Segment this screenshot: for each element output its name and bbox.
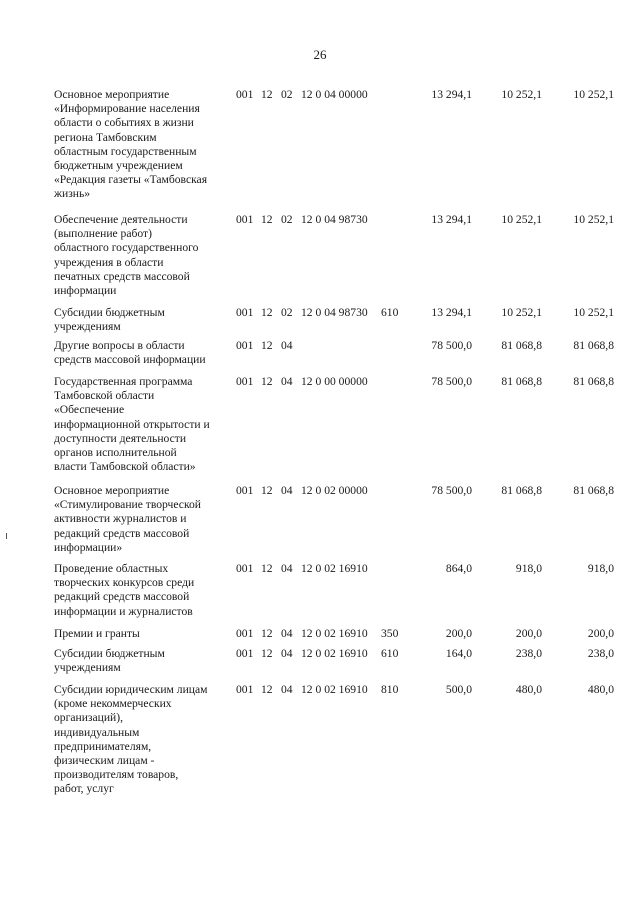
row-name-line: предпринимателям, — [54, 739, 152, 753]
row-name-line: бюджетным учреждением — [54, 159, 183, 173]
row-name-line: Тамбовской области — [54, 389, 155, 403]
amount-year-2: 238,0 — [515, 647, 542, 660]
row-name-line: региона Тамбовским — [54, 130, 157, 144]
section-code: 12 — [261, 339, 273, 352]
row-name — [54, 647, 236, 675]
amount-year-1: 78 500,0 — [431, 484, 472, 497]
amount-year-1: 500,0 — [445, 683, 472, 696]
expense-type-code: 350 — [381, 627, 399, 640]
row-name-line: власти Тамбовской области» — [54, 460, 196, 474]
section-code: 12 — [261, 88, 273, 101]
subsection-code: 04 — [281, 484, 293, 497]
row-name-line: (выполнение работ) — [54, 227, 152, 241]
row-name-line: (кроме некоммерческих — [54, 697, 172, 711]
section-code: 12 — [261, 627, 273, 640]
row-name-line: производителям товаров, — [54, 768, 179, 782]
page-number: 26 — [313, 47, 327, 62]
subsection-code: 04 — [281, 627, 293, 640]
row-name-line: учреждения в области — [54, 255, 164, 269]
row-name — [54, 375, 236, 474]
amount-year-1: 864,0 — [445, 562, 472, 575]
department-code: 001 — [236, 683, 254, 696]
row-name-line: редакций средств массовой — [54, 526, 190, 540]
row-name-line: «Редакция газеты «Тамбовская — [54, 173, 208, 187]
subsection-code: 02 — [281, 88, 293, 101]
department-code: 001 — [236, 88, 254, 101]
row-name-line: индивидуальным — [54, 725, 140, 739]
amount-year-2: 200,0 — [515, 627, 542, 640]
subsection-code: 04 — [281, 647, 293, 660]
department-code: 001 — [236, 213, 254, 226]
row-name — [54, 627, 236, 641]
row-name-line: доступности деятельности — [54, 431, 187, 445]
target-article-code: 12 0 04 00000 — [301, 88, 368, 101]
row-name — [54, 88, 236, 202]
subsection-code: 04 — [281, 683, 293, 696]
department-code: 001 — [236, 306, 254, 319]
expense-type-code: 610 — [381, 647, 399, 660]
amount-year-2: 81 068,8 — [501, 484, 542, 497]
department-code: 001 — [236, 339, 254, 352]
amount-year-1: 78 500,0 — [431, 375, 472, 388]
section-code: 12 — [261, 375, 273, 388]
section-code: 12 — [261, 647, 273, 660]
row-name-line: «Информирование населения — [54, 102, 200, 116]
row-name — [54, 339, 236, 367]
row-name — [54, 683, 236, 797]
row-name-line: Другие вопросы в области — [54, 339, 185, 352]
row-name-line: информации» — [54, 540, 123, 554]
amount-year-1: 13 294,1 — [431, 213, 472, 226]
row-name-line: печатных средств массовой — [54, 269, 190, 283]
department-code: 001 — [236, 375, 254, 388]
amount-year-1: 13 294,1 — [431, 306, 472, 319]
section-code: 12 — [261, 484, 273, 497]
amount-year-3: 10 252,1 — [573, 88, 614, 101]
row-name-line: Премии и гранты — [54, 627, 140, 640]
section-code: 12 — [261, 683, 273, 696]
amount-year-2: 10 252,1 — [501, 213, 542, 226]
row-name-line: Субсидии бюджетным — [54, 306, 165, 319]
row-name-line: Государственная программа — [54, 375, 193, 388]
row-name-line: Основное мероприятие — [54, 88, 170, 101]
expense-type-code: 610 — [381, 306, 399, 319]
target-article-code: 12 0 04 98730 — [301, 213, 368, 226]
section-code: 12 — [261, 306, 273, 319]
section-code: 12 — [261, 213, 273, 226]
row-name-line: области о событиях в жизни — [54, 116, 194, 130]
target-article-code: 12 0 02 16910 — [301, 683, 368, 696]
target-article-code: 12 0 00 00000 — [301, 375, 368, 388]
row-name-line: Обеспечение деятельности — [54, 213, 188, 226]
amount-year-3: 238,0 — [587, 647, 614, 660]
amount-year-1: 200,0 — [445, 627, 472, 640]
row-name — [54, 213, 236, 298]
target-article-code: 12 0 02 16910 — [301, 647, 368, 660]
row-name-line: редакций средств массовой — [54, 590, 190, 604]
target-article-code: 12 0 04 98730 — [301, 306, 368, 319]
section-code: 12 — [261, 562, 273, 575]
row-name-line: Субсидии юридическим лицам — [54, 683, 208, 696]
amount-year-3: 81 068,8 — [573, 375, 614, 388]
amount-year-3: 81 068,8 — [573, 339, 614, 352]
row-name-line: информационной открытости и — [54, 417, 210, 431]
row-name-line: творческих конкурсов среди — [54, 576, 195, 590]
amount-year-3: 81 068,8 — [573, 484, 614, 497]
row-name-line: работ, услуг — [54, 782, 114, 796]
row-name-line: средств массовой информации — [54, 353, 206, 367]
amount-year-3: 480,0 — [587, 683, 614, 696]
amount-year-3: 10 252,1 — [573, 213, 614, 226]
row-name-line: физическим лицам - — [54, 754, 155, 768]
amount-year-2: 10 252,1 — [501, 306, 542, 319]
amount-year-3: 918,0 — [587, 562, 614, 575]
target-article-code: 12 0 02 16910 — [301, 562, 368, 575]
subsection-code: 04 — [281, 562, 293, 575]
amount-year-2: 480,0 — [515, 683, 542, 696]
row-name-line: областным государственным — [54, 144, 197, 158]
row-name-line: органов исполнительной — [54, 446, 177, 460]
amount-year-1: 164,0 — [445, 647, 472, 660]
department-code: 001 — [236, 562, 254, 575]
row-name-line: Основное мероприятие — [54, 484, 170, 497]
department-code: 001 — [236, 647, 254, 660]
row-name-line: жизнь» — [54, 187, 91, 201]
amount-year-3: 200,0 — [587, 627, 614, 640]
subsection-code: 04 — [281, 375, 293, 388]
expense-type-code: 810 — [381, 683, 399, 696]
row-name-line: «Обеспечение — [54, 403, 125, 417]
amount-year-3: 10 252,1 — [573, 306, 614, 319]
subsection-code: 02 — [281, 213, 293, 226]
row-name-line: областного государственного — [54, 241, 199, 255]
row-name-line: организаций), — [54, 711, 124, 725]
row-name — [54, 484, 236, 555]
row-name-line: учреждениям — [54, 661, 121, 675]
row-name-line: Субсидии бюджетным — [54, 647, 165, 660]
amount-year-1: 78 500,0 — [431, 339, 472, 352]
amount-year-2: 81 068,8 — [501, 339, 542, 352]
amount-year-1: 13 294,1 — [431, 88, 472, 101]
department-code: 001 — [236, 627, 254, 640]
row-name — [54, 306, 236, 334]
subsection-code: 02 — [281, 306, 293, 319]
row-name-line: «Стимулирование творческой — [54, 498, 201, 512]
margin-mark — [6, 533, 7, 539]
department-code: 001 — [236, 484, 254, 497]
row-name — [54, 562, 236, 619]
row-name-line: информации — [54, 284, 117, 298]
amount-year-2: 918,0 — [515, 562, 542, 575]
amount-year-2: 10 252,1 — [501, 88, 542, 101]
subsection-code: 04 — [281, 339, 293, 352]
amount-year-2: 81 068,8 — [501, 375, 542, 388]
row-name-line: Проведение областных — [54, 562, 169, 575]
row-name-line: учреждениям — [54, 320, 121, 334]
target-article-code: 12 0 02 00000 — [301, 484, 368, 497]
row-name-line: информации и журналистов — [54, 604, 193, 618]
target-article-code: 12 0 02 16910 — [301, 627, 368, 640]
row-name-line: активности журналистов и — [54, 512, 187, 526]
